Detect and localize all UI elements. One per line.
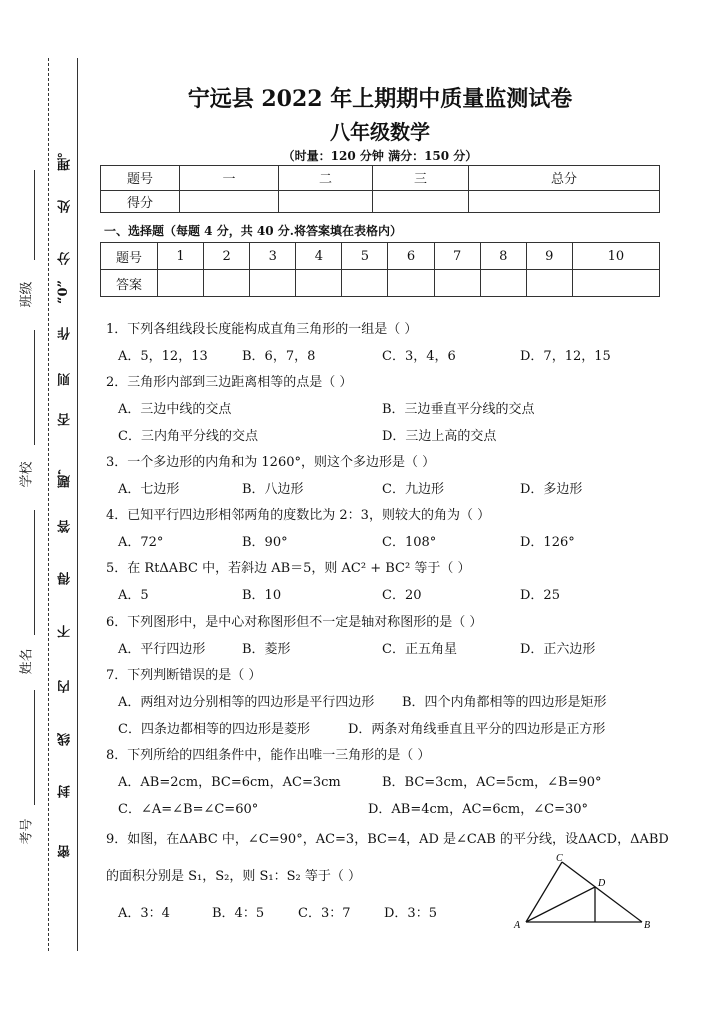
score-header-cell: 总分 bbox=[469, 166, 660, 191]
question-option: B．BC=3cm，AC=5cm，∠B=90° bbox=[382, 775, 602, 790]
score-table bbox=[100, 165, 660, 213]
subject-title: 八年级数学 bbox=[330, 120, 430, 144]
question-option: D．多边形 bbox=[520, 482, 583, 497]
question-stem: 7．下列判断错误的是（ ） bbox=[106, 668, 262, 683]
class-blank-line bbox=[34, 170, 35, 260]
exam-title: 宁远县 2022 年上期期中质量监测试卷 bbox=[187, 86, 573, 112]
binding-char: 作 bbox=[58, 327, 73, 340]
question-option: A．AB=2cm，BC=6cm，AC=3cm bbox=[118, 775, 341, 790]
question-option: B．八边形 bbox=[242, 482, 304, 497]
question-option: D．126° bbox=[520, 535, 575, 550]
figure-label-a: A bbox=[514, 920, 521, 931]
question-option: C．∠A=∠B=∠C=60° bbox=[118, 802, 259, 817]
question-option: B．4：5 bbox=[212, 906, 265, 921]
section1-heading: 一、选择题（每题 4 分，共 40 分.将答案填在表格内） bbox=[104, 224, 402, 238]
binding-char: 密 bbox=[58, 845, 73, 858]
answer-number-cell: 7 bbox=[434, 243, 480, 270]
answer-input-cell[interactable] bbox=[158, 270, 204, 297]
school-label: 学校 bbox=[19, 461, 35, 488]
question-option: D．3：5 bbox=[384, 906, 437, 921]
question-option: D．AB=4cm，AC=6cm，∠C=30° bbox=[368, 802, 589, 817]
number-label: 考号 bbox=[19, 818, 35, 845]
question-option: C．108° bbox=[382, 535, 437, 550]
number-blank-line bbox=[34, 690, 35, 805]
triangle-figure bbox=[512, 852, 662, 932]
binding-char: 内 bbox=[58, 680, 73, 693]
class-label: 班级 bbox=[19, 281, 35, 308]
answer-input-cell[interactable] bbox=[388, 270, 434, 297]
answer-number-cell: 8 bbox=[480, 243, 526, 270]
answer-input-cell[interactable] bbox=[526, 270, 572, 297]
figure-label-c: C bbox=[556, 853, 563, 864]
answer-number-cell: 2 bbox=[204, 243, 250, 270]
binding-char: 题， bbox=[58, 462, 73, 488]
score-label-cell: 得分 bbox=[101, 190, 180, 212]
question-stem: 2．三角形内部到三边距离相等的点是（ ） bbox=[106, 375, 353, 390]
name-blank-line bbox=[34, 510, 35, 635]
figure-label-b: B bbox=[644, 920, 651, 931]
question-option: B．菱形 bbox=[242, 642, 291, 657]
answer-input-cell[interactable] bbox=[296, 270, 342, 297]
binding-char: 理。 bbox=[58, 145, 73, 171]
binding-char: “0” bbox=[56, 280, 71, 305]
binding-char: 得 bbox=[58, 572, 73, 585]
question-option: A．七边形 bbox=[118, 482, 180, 497]
score-input-cell[interactable] bbox=[469, 190, 660, 212]
binding-char: 处 bbox=[58, 200, 73, 213]
question-option: C．20 bbox=[382, 588, 422, 603]
question-option: B．三边垂直平分线的交点 bbox=[382, 402, 535, 417]
question-option: D．两条对角线垂直且平分的四边形是正方形 bbox=[348, 722, 606, 737]
score-header-cell: 二 bbox=[279, 166, 373, 191]
name-label: 姓名 bbox=[19, 648, 35, 675]
question-option: A．3：4 bbox=[118, 906, 170, 921]
answer-input-cell[interactable] bbox=[572, 270, 659, 297]
answer-input-cell[interactable] bbox=[480, 270, 526, 297]
question-stem: 的面积分别是 S₁，S₂，则 S₁：S₂ 等于（ ） bbox=[106, 869, 361, 884]
question-option: B．6，7，8 bbox=[242, 349, 316, 364]
score-input-cell[interactable] bbox=[180, 190, 279, 212]
answer-header-label: 题号 bbox=[101, 243, 158, 270]
binding-char: 封 bbox=[58, 785, 73, 798]
score-input-cell[interactable] bbox=[279, 190, 373, 212]
question-option: A．5，12，13 bbox=[118, 349, 208, 364]
question-option: B．90° bbox=[242, 535, 288, 550]
binding-solid-line-right bbox=[77, 58, 78, 951]
question-option: A．三边中线的交点 bbox=[118, 402, 232, 417]
score-header-cell: 三 bbox=[373, 166, 469, 191]
question-option: D．25 bbox=[520, 588, 560, 603]
answer-label-cell: 答案 bbox=[101, 270, 158, 297]
answer-number-cell: 3 bbox=[250, 243, 296, 270]
question-stem: 6．下列图形中，是中心对称图形但不一定是轴对称图形的是（ ） bbox=[106, 615, 483, 630]
exam-info: （时量：120 分钟 满分：150 分） bbox=[282, 149, 478, 163]
question-option: A．5 bbox=[118, 588, 149, 603]
question-stem: 1．下列各组线段长度能构成直角三角形的一组是（ ） bbox=[106, 322, 418, 337]
question-stem: 4．已知平行四边形相邻两角的度数比为 2：3，则较大的角为（ ） bbox=[106, 508, 491, 523]
answer-input-cell[interactable] bbox=[342, 270, 388, 297]
answer-input-cell[interactable] bbox=[250, 270, 296, 297]
binding-char: 则 bbox=[58, 373, 73, 386]
question-option: D．三边上高的交点 bbox=[382, 429, 497, 444]
answer-number-cell: 6 bbox=[388, 243, 434, 270]
score-header-cell: 题号 bbox=[101, 166, 180, 191]
binding-char: 否 bbox=[58, 413, 73, 426]
question-option: B．四个内角都相等的四边形是矩形 bbox=[402, 695, 607, 710]
question-stem: 8．下列所给的四组条件中，能作出唯一三角形的是（ ） bbox=[106, 748, 431, 763]
school-blank-line bbox=[34, 330, 35, 445]
score-header-cell: 一 bbox=[180, 166, 279, 191]
binding-char: 线 bbox=[58, 733, 73, 746]
answer-number-cell: 5 bbox=[342, 243, 388, 270]
binding-char: 答 bbox=[58, 520, 73, 533]
answer-table bbox=[100, 242, 660, 297]
binding-char: 不 bbox=[58, 625, 73, 638]
question-option: D．7，12，15 bbox=[520, 349, 611, 364]
question-option: C．九边形 bbox=[382, 482, 444, 497]
question-stem: 9．如图，在ΔABC 中，∠C=90°，AC=3，BC=4，AD 是∠CAB 的平分线，设ΔACD，ΔABD bbox=[106, 832, 669, 847]
question-option: C．3：7 bbox=[298, 906, 351, 921]
answer-number-cell: 10 bbox=[572, 243, 659, 270]
question-stem: 5．在 RtΔABC 中，若斜边 AB＝5，则 AC² + BC² 等于（ ） bbox=[106, 561, 471, 576]
question-option: B．10 bbox=[242, 588, 282, 603]
binding-char: 分 bbox=[58, 252, 73, 265]
question-option: C．三内角平分线的交点 bbox=[118, 429, 258, 444]
score-input-cell[interactable] bbox=[373, 190, 469, 212]
question-stem: 3．一个多边形的内角和为 1260°，则这个多边形是（ ） bbox=[106, 455, 436, 470]
answer-number-cell: 1 bbox=[158, 243, 204, 270]
answer-number-cell: 9 bbox=[526, 243, 572, 270]
question-option: D．正六边形 bbox=[520, 642, 596, 657]
question-option: C．四条边都相等的四边形是菱形 bbox=[118, 722, 310, 737]
binding-dashed-line-left bbox=[48, 58, 49, 951]
question-option: C．正五角星 bbox=[382, 642, 457, 657]
answer-input-cell[interactable] bbox=[434, 270, 480, 297]
figure-label-d: D bbox=[598, 878, 606, 889]
answer-input-cell[interactable] bbox=[204, 270, 250, 297]
question-option: A．72° bbox=[118, 535, 164, 550]
answer-number-cell: 4 bbox=[296, 243, 342, 270]
question-option: C．3，4，6 bbox=[382, 349, 456, 364]
question-option: A．两组对边分别相等的四边形是平行四边形 bbox=[118, 695, 375, 710]
question-option: A．平行四边形 bbox=[118, 642, 206, 657]
